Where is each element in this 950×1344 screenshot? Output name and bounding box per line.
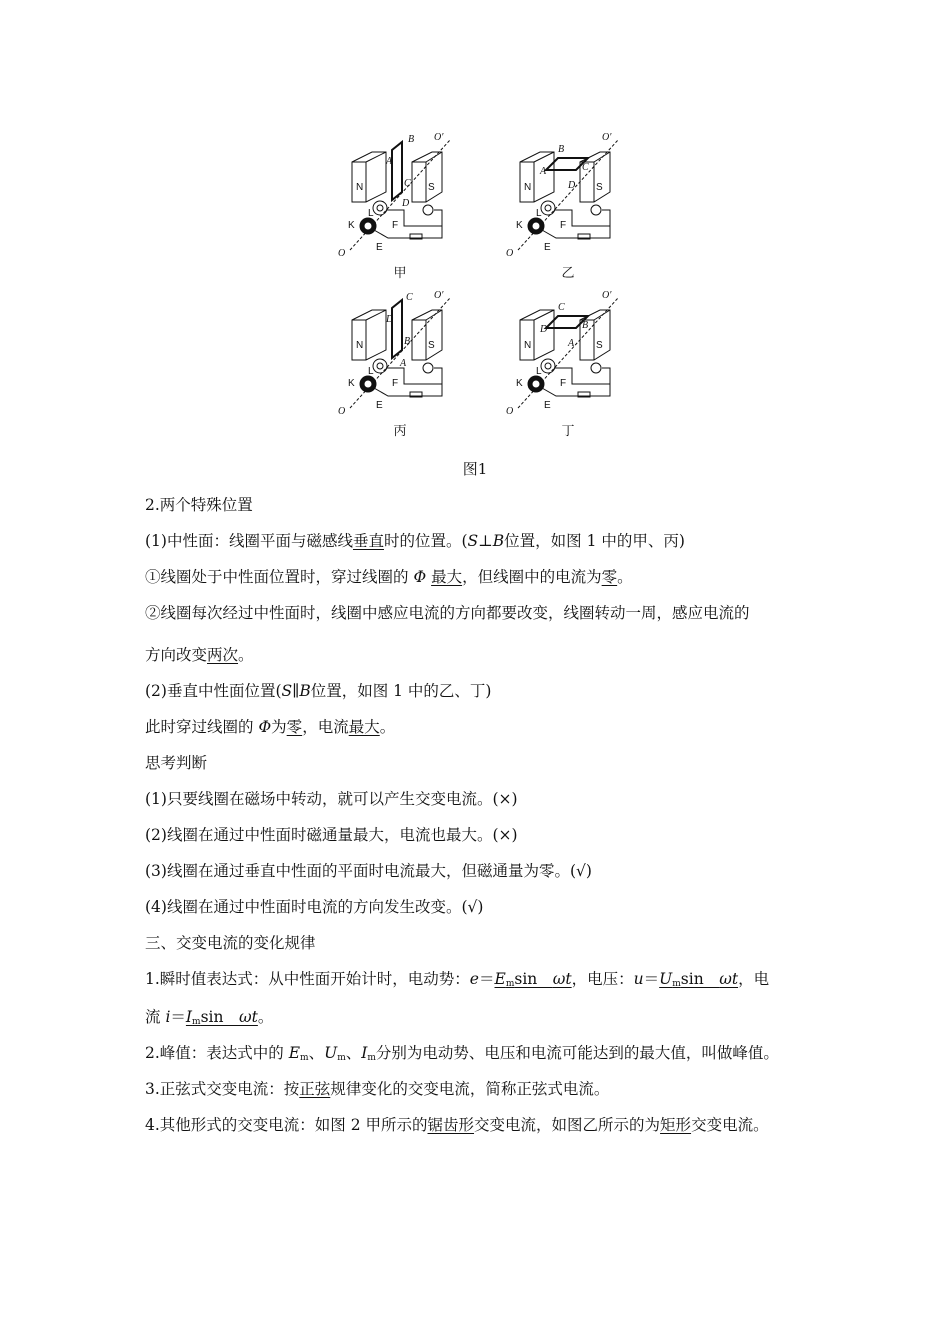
paragraph-neutral-plane	[145, 530, 825, 552]
subscript: m	[505, 979, 515, 989]
answer-underline: 锯齿形	[427, 1116, 475, 1134]
answer-underline: 最大	[431, 568, 463, 586]
figure-panel-jia	[330, 130, 470, 280]
answer-underline: 矩形	[660, 1116, 692, 1134]
section-heading: 三、交变电流的变化规律	[145, 934, 316, 952]
symbol-parallel: ∥	[292, 682, 300, 700]
coil-label-mid: A	[400, 358, 407, 369]
symbol-omega-t: ωt	[239, 1008, 258, 1026]
paragraph-instantaneous-cont	[145, 1006, 825, 1033]
brush-k-label: K	[516, 378, 523, 389]
axis-o-prime-label: O′	[602, 132, 612, 143]
answer-underline: 零	[286, 718, 303, 736]
symbol-um: U	[324, 1044, 338, 1062]
subscript: m	[300, 1053, 309, 1063]
symbol-u: u	[633, 970, 644, 988]
brush-f-label: F	[392, 378, 399, 389]
text: 交变电流，如图乙所示的为	[474, 1116, 661, 1134]
symbol-b: B	[299, 682, 311, 700]
symbol-im: I	[361, 1044, 368, 1062]
figure-panel-ding	[498, 288, 638, 438]
coil-label-top: B	[558, 144, 565, 155]
generator-diagram	[330, 288, 470, 418]
symbol-perp: ⊥	[478, 532, 493, 550]
text: (1)中性面：线圈平面与磁感线	[145, 532, 353, 550]
brush-l-label: L	[536, 208, 542, 219]
magnet-s-label: S	[428, 182, 435, 193]
paragraph-sinusoidal	[145, 1078, 825, 1100]
brush-f-label: F	[560, 220, 567, 231]
text: 。	[379, 718, 396, 736]
figure-panel-bing	[330, 288, 470, 438]
coil-label-front: A	[540, 166, 547, 177]
symbol-omega-t: ωt	[552, 970, 572, 988]
text: 位置，如图 1 中的乙、丁)	[310, 682, 492, 700]
figure-1	[320, 120, 640, 480]
axis-o-label: O	[506, 406, 514, 417]
answer-underline: 最大	[348, 718, 380, 736]
text: 位置，如图 1 中的甲、丙)	[504, 532, 685, 550]
symbol-i: i	[165, 1008, 171, 1026]
section-heading: 思考判断	[145, 754, 208, 772]
text: 规律变化的交变电流，简称正弦式电流。	[330, 1080, 610, 1098]
symbol-s: S	[467, 532, 479, 550]
text: 分别为电动势、电压和电流可能达到的最大值，叫做峰值。	[375, 1044, 779, 1062]
coil-label-top: C	[406, 292, 413, 303]
subscript: m	[337, 1053, 346, 1063]
coil-label-mid: A	[568, 338, 575, 349]
brush-k-label: K	[516, 220, 523, 231]
coil-label-front: D	[540, 324, 548, 335]
paragraph-perpendicular-detail	[145, 716, 825, 738]
brush-e-label: E	[544, 400, 551, 411]
brush-f-label: F	[392, 220, 399, 231]
magnet-n-label: N	[356, 340, 364, 351]
symbol-em: E	[288, 1044, 301, 1062]
paragraph-item-2-cont	[145, 644, 825, 666]
panel-caption: 丁	[561, 424, 575, 439]
paragraph-perpendicular-plane	[145, 680, 825, 702]
text: sin	[514, 970, 553, 988]
text: sin	[200, 1008, 239, 1026]
text: ＝	[478, 970, 495, 988]
symbol-phi: Φ	[413, 568, 427, 586]
text: 1.瞬时值表达式：从中性面开始计时，电动势：	[145, 970, 470, 988]
judgement-item: (2)线圈在通过中性面时磁通量最大，电流也最大。(×)	[145, 826, 518, 844]
text: ，电压：	[571, 970, 634, 988]
brush-e-label: E	[376, 242, 383, 253]
paragraph-peak	[145, 1042, 825, 1069]
coil-label-back: B	[404, 336, 411, 347]
symbol-b: B	[492, 532, 505, 550]
brush-k-label: K	[348, 378, 355, 389]
brush-e-label: E	[544, 242, 551, 253]
figure-panel-yi	[498, 130, 638, 280]
answer-underline: 垂直	[352, 532, 384, 550]
coil-label-top: B	[408, 134, 415, 145]
text: ，电	[738, 970, 770, 988]
coil-label-top: C	[558, 302, 565, 313]
axis-o-label: O	[506, 248, 514, 259]
coil-label-front: A	[386, 156, 393, 167]
text: 方向改变	[145, 646, 208, 664]
symbol-um: U	[659, 970, 673, 988]
magnet-n-label: N	[524, 182, 532, 193]
answer-underline: 零	[601, 568, 618, 586]
text: ＝	[170, 1008, 186, 1026]
text: ＝	[643, 970, 660, 988]
axis-o-label: O	[338, 248, 346, 259]
text: 4.其他形式的交变电流：如图 2 甲所示的	[145, 1116, 428, 1134]
text: 。	[617, 568, 633, 586]
coil-label-mid: D	[568, 180, 576, 191]
brush-l-label: L	[368, 208, 374, 219]
text: ①线圈处于中性面位置时，穿过线圈的	[145, 568, 414, 586]
generator-diagram	[498, 130, 638, 260]
magnet-s-label: S	[428, 340, 435, 351]
axis-o-prime-label: O′	[434, 290, 444, 301]
panel-caption: 丙	[393, 424, 407, 439]
magnet-s-label: S	[596, 340, 603, 351]
text: 为	[271, 718, 287, 736]
generator-diagram	[498, 288, 638, 418]
text: (2)垂直中性面位置(	[145, 682, 282, 700]
text: 3.正弦式交变电流：按	[145, 1080, 300, 1098]
paragraph-item-2: ②线圈每次经过中性面时，线圈中感应电流的方向都要改变，线圈转动一周，感应电流的	[145, 604, 750, 622]
paragraph-item-1	[145, 566, 825, 588]
brush-k-label: K	[348, 220, 355, 231]
subscript: m	[367, 1053, 376, 1063]
magnet-n-label: N	[524, 340, 532, 351]
text: 2.峰值：表达式中的	[145, 1044, 289, 1062]
symbol-e: e	[469, 970, 479, 988]
text: ，但线圈中的电流为	[462, 568, 602, 586]
section-heading: 2.两个特殊位置	[145, 496, 253, 514]
coil-label-front: D	[386, 314, 394, 325]
coil-label-back: C	[404, 178, 411, 189]
text: ，电流	[302, 718, 349, 736]
judgement-item: (1)只要线圈在磁场中转动，就可以产生交变电流。(×)	[145, 790, 518, 808]
symbol-em: E	[494, 970, 506, 988]
answer-underline: 两次	[207, 646, 239, 664]
brush-f-label: F	[560, 378, 567, 389]
panel-caption: 乙	[561, 266, 575, 281]
brush-e-label: E	[376, 400, 383, 411]
brush-l-label: L	[536, 366, 542, 377]
brush-l-label: L	[368, 366, 374, 377]
coil-label-back: C	[582, 162, 589, 173]
text: 。	[238, 646, 254, 664]
text: 此时穿过线圈的	[145, 718, 259, 736]
text: 、	[308, 1044, 325, 1062]
subscript: m	[672, 979, 681, 989]
magnet-n-label: N	[356, 182, 364, 193]
axis-o-prime-label: O′	[434, 132, 444, 143]
paragraph-other-forms	[145, 1114, 825, 1136]
symbol-s: S	[281, 682, 293, 700]
text: 。	[257, 1008, 274, 1026]
answer-underline: 正弦	[299, 1080, 331, 1098]
coil-label-back: B	[582, 320, 589, 331]
text: 时的位置。(	[383, 532, 468, 550]
axis-o-prime-label: O′	[602, 290, 612, 301]
axis-o-label: O	[338, 406, 346, 417]
generator-diagram	[330, 130, 470, 260]
symbol-im: I	[185, 1008, 193, 1026]
text: sin	[680, 970, 720, 988]
magnet-s-label: S	[596, 182, 603, 193]
symbol-omega-t: ωt	[719, 970, 739, 988]
symbol-phi: Φ	[258, 718, 272, 736]
text: 、	[345, 1044, 362, 1062]
text: 流	[145, 1008, 166, 1026]
text: 交变电流。	[691, 1116, 769, 1134]
judgement-item: (3)线圈在通过垂直中性面的平面时电流最大，但磁通量为零。(√)	[145, 862, 592, 880]
figure-caption: 图1	[462, 460, 488, 478]
judgement-item: (4)线圈在通过中性面时电流的方向发生改变。(√)	[145, 898, 484, 916]
panel-caption: 甲	[393, 266, 407, 281]
subscript: m	[192, 1017, 201, 1027]
paragraph-instantaneous	[145, 968, 825, 995]
coil-label-mid: D	[402, 198, 410, 209]
